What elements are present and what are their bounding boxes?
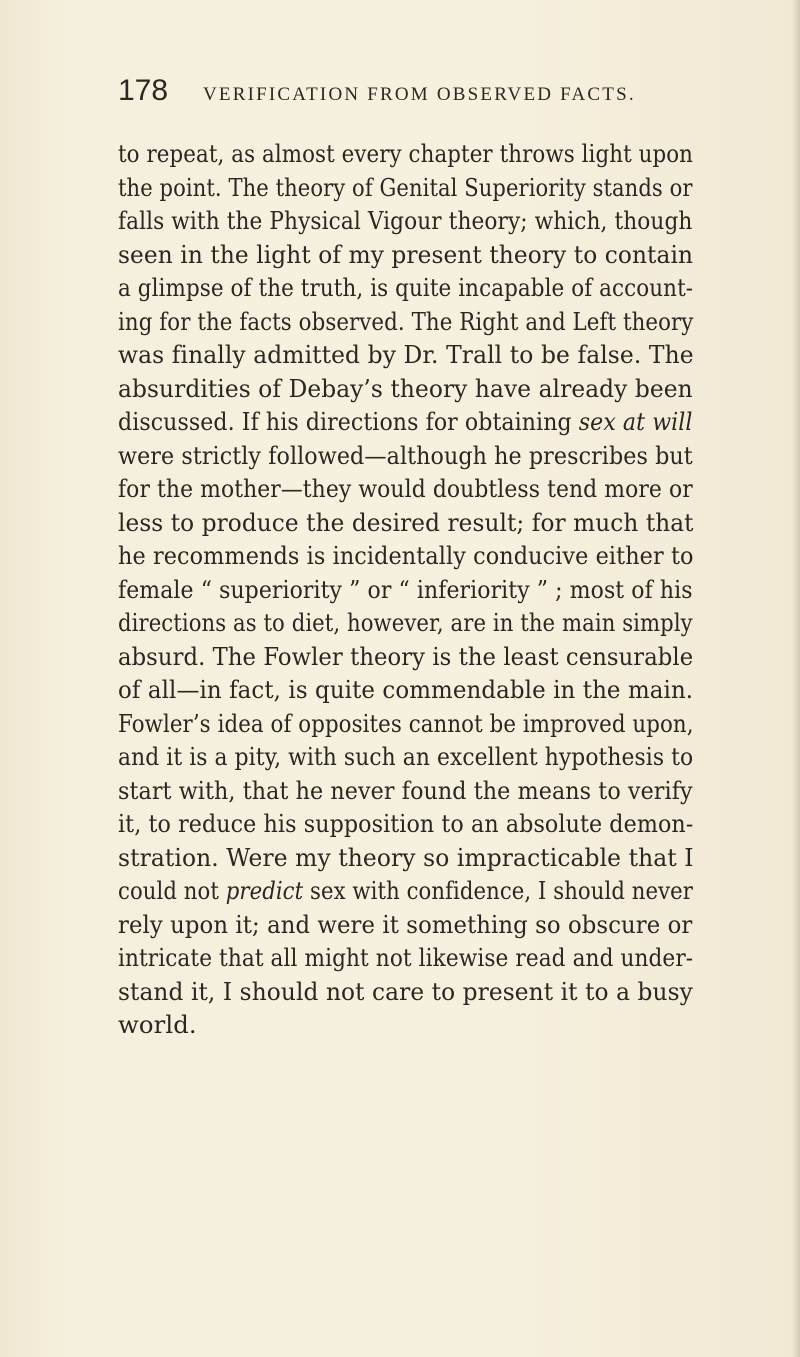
text-line: directions as to diet, however, are in the main simply xyxy=(118,608,693,637)
text-line: it, to reduce his supposition to an absolute demon- xyxy=(118,809,694,838)
text-line: intricate that all might not likewise read and under- xyxy=(118,943,694,972)
text-line: a glimpse of the truth, is quite incapable of account- xyxy=(118,273,694,302)
text-line: ing for the facts observed. The Right and Left theory xyxy=(118,306,694,336)
text-line: start with, that he never found the means to verify xyxy=(118,775,693,805)
text-line: the point. The theory of Genital Superiority stands or xyxy=(118,172,693,202)
text-line: he recommends is incidentally conducive either to xyxy=(118,541,694,570)
text-line: falls with the Physical Vigour theory; which, though xyxy=(118,206,693,235)
italic-emphasis: predict xyxy=(225,876,304,905)
body-paragraph xyxy=(118,137,693,1042)
text-line: were strictly followed—although he prescribes but xyxy=(118,440,693,470)
text-line: could not predict sex with confidence, I should never xyxy=(118,876,693,905)
text-line: less to produce the desired result; for much that xyxy=(118,507,694,537)
text-line: discussed. If his directions for obtaining sex at will xyxy=(118,407,693,436)
text-line: Fowler’s idea of opposites cannot be improved upon, xyxy=(118,708,694,738)
text-line: and it is a pity, with such an excellent hypothesis to xyxy=(118,742,694,771)
text-line: stration. Were my theory so impracticable that I xyxy=(118,842,694,872)
text-line: seen in the light of my present theory to contain xyxy=(118,239,694,269)
running-head: VERIFICATION FROM OBSERVED FACTS. xyxy=(203,84,636,105)
text-line: rely upon it; and were it something so obscure or xyxy=(118,909,693,939)
page-header xyxy=(118,74,678,114)
text-line: absurdities of Debay’s theory have already been xyxy=(118,373,693,403)
text-line: for the mother—they would doubtless tend more or xyxy=(118,474,693,503)
text-line: to repeat, as almost every chapter throws light upon xyxy=(118,139,694,168)
italic-emphasis: sex at will xyxy=(578,407,693,436)
text-line: absurd. The Fowler theory is the least censurable xyxy=(118,641,694,671)
page-edge-shadow xyxy=(792,0,800,1357)
text-line: female “ superiority ” or “ inferiority ” ; most of his xyxy=(118,574,693,604)
page-number: 178 xyxy=(118,74,169,107)
text-line: of all—in fact, is quite commendable in the main. xyxy=(118,675,694,704)
text-line: stand it, I should not care to present it to a busy xyxy=(118,976,693,1006)
text-line: was finally admitted by Dr. Trall to be false. The xyxy=(118,340,694,369)
text-line: world. xyxy=(118,1010,197,1039)
